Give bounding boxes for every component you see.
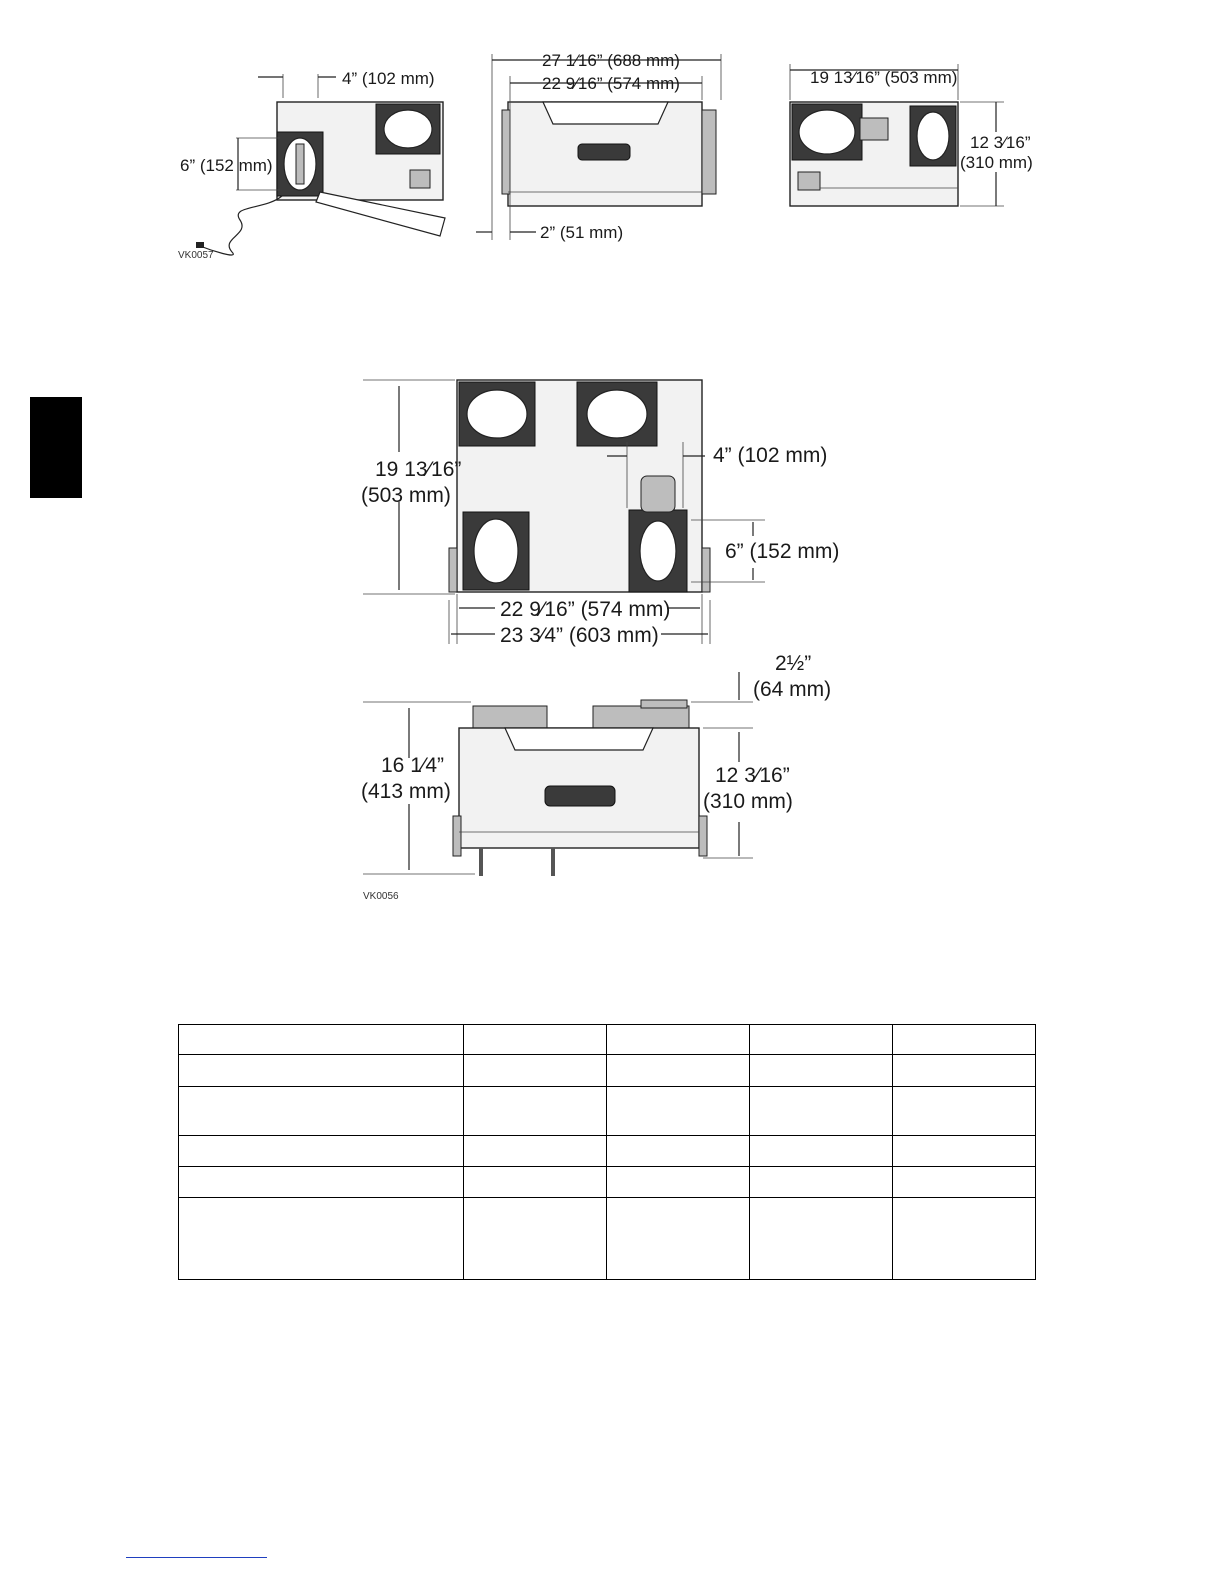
table-cell — [893, 1167, 1036, 1198]
front-collar-in: 2½” — [775, 652, 812, 675]
left-view-width-dim: 4” (102 mm) — [342, 69, 435, 88]
plan-depth-in: 19 13⁄16” — [375, 458, 462, 481]
table-cell — [464, 1087, 607, 1136]
plan-body-width-dim: 22 9⁄16” (574 mm) — [500, 598, 671, 621]
table-cell — [607, 1025, 750, 1055]
table-cell — [179, 1087, 464, 1136]
table-cell — [179, 1055, 464, 1087]
bottom-figure — [355, 372, 855, 912]
bottom-figure-drawing — [355, 372, 855, 912]
table-cell — [464, 1055, 607, 1087]
table-row — [179, 1087, 1036, 1136]
spec-table — [178, 1024, 1036, 1280]
table-cell — [464, 1025, 607, 1055]
table-cell — [750, 1055, 893, 1087]
bottom-figure-code: VK0056 — [363, 891, 399, 902]
table-cell — [893, 1055, 1036, 1087]
table-cell — [893, 1087, 1036, 1136]
table-cell — [179, 1136, 464, 1167]
table-cell — [464, 1167, 607, 1198]
center-front-view — [476, 51, 721, 242]
table-cell — [607, 1198, 750, 1280]
table-row — [179, 1167, 1036, 1198]
center-view-body-dim: 22 9⁄16” (574 mm) — [542, 74, 680, 93]
table-cell — [750, 1136, 893, 1167]
front-body-mm: (310 mm) — [703, 790, 793, 813]
table-cell — [607, 1136, 750, 1167]
table-cell — [607, 1087, 750, 1136]
table-cell — [750, 1167, 893, 1198]
right-view-height-in: 12 3⁄16” — [970, 133, 1031, 152]
table-cell — [179, 1025, 464, 1055]
table-row — [179, 1198, 1036, 1280]
plan-view — [361, 380, 839, 647]
plan-port-height-dim: 6” (152 mm) — [725, 540, 840, 563]
plan-depth-mm: (503 mm) — [361, 484, 451, 507]
table-cell — [750, 1198, 893, 1280]
section-tab — [30, 397, 82, 498]
plan-overall-width-dim: 23 3⁄4” (603 mm) — [500, 624, 659, 647]
table-cell — [179, 1198, 464, 1280]
table-cell — [893, 1198, 1036, 1280]
front-total-in: 16 1⁄4” — [381, 754, 445, 777]
table-cell — [607, 1055, 750, 1087]
table-cell — [750, 1087, 893, 1136]
spec-table-body — [179, 1025, 1036, 1280]
front-total-mm: (413 mm) — [361, 780, 451, 803]
table-cell — [893, 1025, 1036, 1055]
front-view — [361, 652, 831, 876]
right-end-view — [790, 64, 1033, 206]
table-row — [179, 1025, 1036, 1055]
table-row — [179, 1136, 1036, 1167]
table-row — [179, 1055, 1036, 1087]
left-end-view — [180, 69, 445, 255]
top-figure — [170, 40, 1050, 270]
table-cell — [464, 1198, 607, 1280]
center-view-offset-dim: 2” (51 mm) — [540, 223, 624, 242]
right-view-width-dim: 19 13⁄16” (503 mm) — [810, 68, 958, 87]
top-figure-drawing — [170, 40, 1050, 270]
front-body-in: 12 3⁄16” — [715, 764, 790, 787]
table-cell — [179, 1167, 464, 1198]
table-cell — [750, 1025, 893, 1055]
footer-rule — [126, 1557, 267, 1558]
plan-port-width-dim: 4” (102 mm) — [713, 444, 828, 467]
top-figure-code: VK0057 — [178, 250, 214, 261]
center-view-overall-dim: 27 1⁄16” (688 mm) — [542, 51, 680, 70]
front-collar-mm: (64 mm) — [753, 678, 832, 701]
table-cell — [893, 1136, 1036, 1167]
right-view-height-mm: (310 mm) — [960, 153, 1033, 172]
table-cell — [464, 1136, 607, 1167]
left-view-height-dim: 6” (152 mm) — [180, 156, 273, 175]
table-cell — [607, 1167, 750, 1198]
